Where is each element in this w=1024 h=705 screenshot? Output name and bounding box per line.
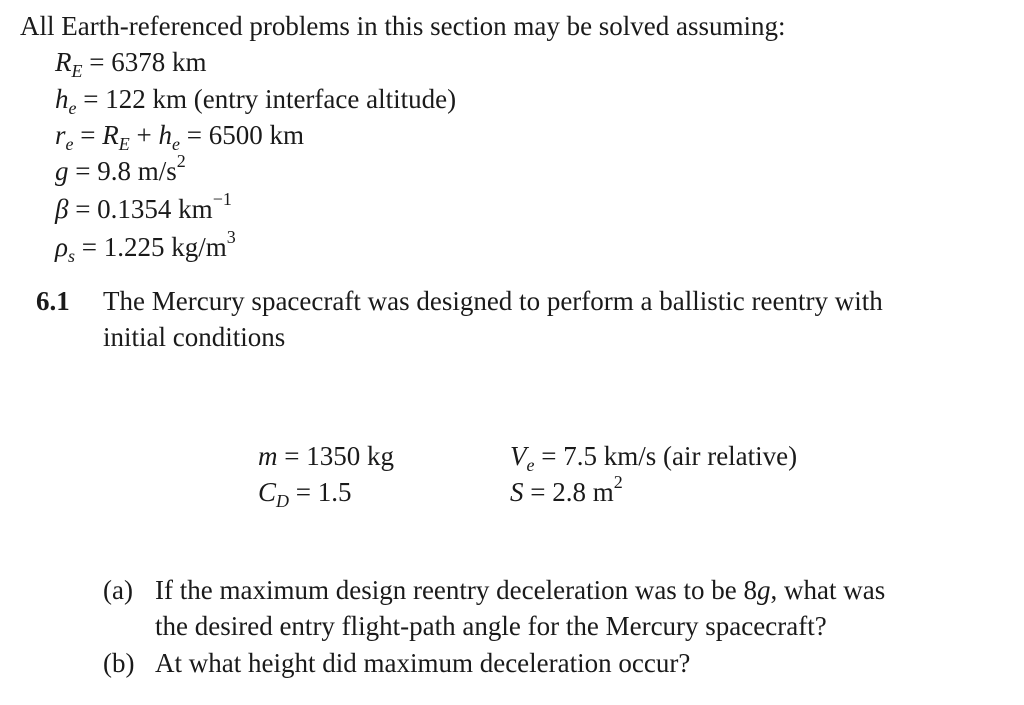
problem-text-line2: initial conditions <box>103 322 286 352</box>
assumption-surface-density <box>55 229 236 265</box>
question-a-line1 <box>155 572 885 608</box>
subscript: D <box>276 491 290 511</box>
symbol: g <box>55 156 69 186</box>
assumption-gravity <box>55 153 186 189</box>
superscript: 2 <box>176 151 186 171</box>
condition-reference-area <box>510 474 623 510</box>
symbol-R: R <box>102 120 119 150</box>
value: = 7.5 km/s (air relative) <box>534 441 798 471</box>
question-b-label: (b) <box>103 648 135 678</box>
symbol: β <box>55 194 69 224</box>
value: = 9.8 m/s <box>68 156 177 186</box>
assumption-entry-altitude <box>55 81 456 117</box>
subscript: E <box>71 61 83 81</box>
assumption-earth-radius <box>55 44 206 80</box>
symbol: C <box>258 477 277 507</box>
superscript: −1 <box>212 189 232 209</box>
question-a-line2: the desired entry flight-path angle for the Mercury spacecraft? <box>155 611 827 641</box>
symbol: R <box>55 47 72 77</box>
problem-text-line1: The Mercury spacecraft was designed to perform a ballistic reentry with <box>103 286 883 316</box>
subscript: e <box>65 134 74 154</box>
superscript: 3 <box>226 227 236 247</box>
equals: = <box>73 120 103 150</box>
value: = 6378 km <box>89 47 207 77</box>
condition-mass <box>258 438 394 474</box>
condition-entry-velocity <box>510 438 797 474</box>
assumption-entry-radius <box>55 117 304 153</box>
superscript: 2 <box>613 472 623 492</box>
symbol: ρ <box>55 232 68 262</box>
value: = 6500 km <box>179 120 304 150</box>
question-a-label: (a) <box>103 575 133 605</box>
subscript-R: E <box>118 134 130 154</box>
italic-g: g <box>757 575 771 605</box>
intro-text: All Earth-referenced problems in this section may be solved assuming: <box>20 11 786 41</box>
plus: + <box>129 120 159 150</box>
symbol: r <box>55 120 66 150</box>
assumption-beta <box>55 191 232 227</box>
value: = 1.5 <box>289 477 352 507</box>
symbol: S <box>510 477 524 507</box>
problem-number: 6.1 <box>36 286 70 316</box>
question-b-line1: At what height did maximum deceleration occur? <box>155 648 691 678</box>
subscript: e <box>526 455 535 475</box>
value: = 1.225 kg/m <box>74 232 227 262</box>
symbol: m <box>258 441 278 471</box>
subscript: s <box>67 246 75 266</box>
value: = 0.1354 km <box>68 194 213 224</box>
symbol: h <box>55 84 69 114</box>
value: = 1350 kg <box>277 441 394 471</box>
subscript: e <box>68 98 77 118</box>
condition-drag-coefficient <box>258 474 352 510</box>
value: = 2.8 m <box>523 477 614 507</box>
subscript-h: e <box>171 134 180 154</box>
symbol: V <box>510 441 527 471</box>
text-end: , what was <box>770 575 886 605</box>
value: = 122 km (entry interface altitude) <box>83 84 457 114</box>
text: If the maximum design reentry deceleration was to be 8 <box>155 575 758 605</box>
symbol-h: h <box>158 120 172 150</box>
